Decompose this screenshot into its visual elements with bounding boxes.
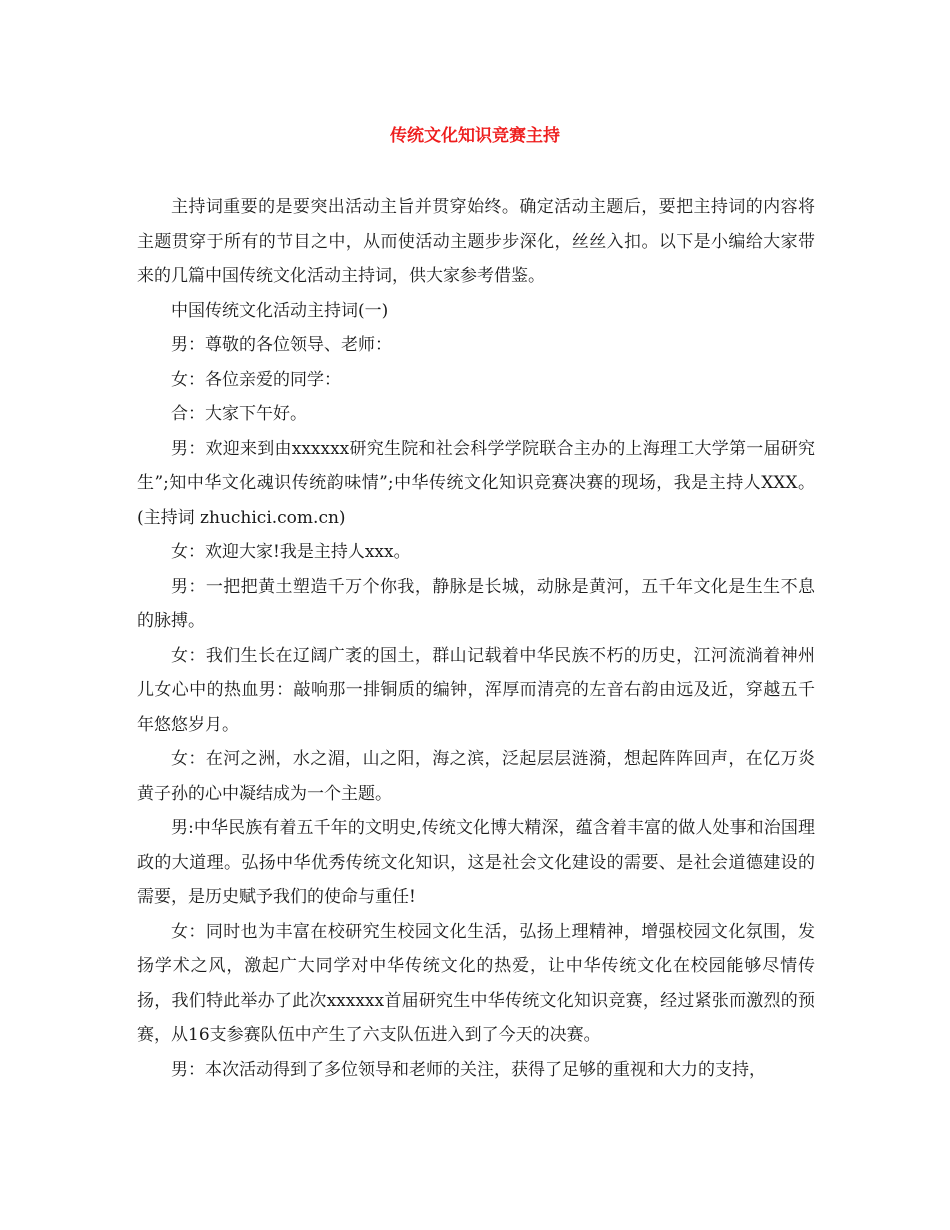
paragraph-dialogue: 女：各位亲爱的同学： [171,369,341,390]
paragraph-dialogue: 合：大家下午好。 [171,404,307,424]
paragraph-intro: 主持词重要的是要突出活动主旨并贯穿始终。确定活动主题后，要把主持词的内容将主题贯穿于所有的节目之中，从而使活动主题步步深化，丝丝入扣。以下是小编给大家带来的几篇中国传统文化活动主持词，供大家参考借鉴。 [137,197,815,286]
paragraph-dialogue: 女：同时也为丰富在校研究生校园文化生活，弘扬上理精神，增强校园文化氛围，发扬学术之风，激起广大同学对中华传统文化的热爱，让中华传统文化在校园能够尽情传扬，我们特此举办了此次xxxxxx首届研究生中华传统文化知识竞赛，经过紧张而激烈的预赛，从16支参赛队伍中产生了六支队伍进入到了今天的决赛。 [137,921,815,1045]
paragraph-section-heading: 中国传统文化活动主持词(一) [171,300,389,321]
paragraph-dialogue: 男：一把把黄土塑造千万个你我，静脉是长城，动脉是黄河，五千年文化是生生不息的脉搏。 [137,576,815,631]
document-title: 传统文化知识竞赛主持 [390,126,560,146]
paragraph-dialogue: 男:中华民族有着五千年的文明史,传统文化博大精深，蕴含着丰富的做人处事和治国理政的大道理。弘扬中华优秀传统文化知识，这是社会文化建设的需要、是社会道德建设的需要，是历史赋予我们的使命与重任! [137,818,815,907]
paragraph-dialogue: 男：尊敬的各位领导、老师： [171,335,392,355]
paragraph-dialogue: 女：在河之洲，水之湄，山之阳，海之滨，泛起层层涟漪，想起阵阵回声，在亿万炎黄子孙的心中凝结成为一个主题。 [137,749,815,804]
paragraph-dialogue: 女：欢迎大家!我是主持人xxx。 [171,542,411,562]
paragraph-dialogue: 男：本次活动得到了多位领导和老师的关注，获得了足够的重视和大力的支持， [171,1059,766,1080]
paragraph-dialogue: 女：我们生长在辽阔广袤的国土，群山记载着中华民族不朽的历史，江河流淌着神州儿女心中的热血男：敲响那一排铜质的编钟，浑厚而清亮的左音右韵由远及近，穿越五千年悠悠岁月。 [137,645,815,735]
document-body [137,190,815,1087]
paragraph-dialogue: 男：欢迎来到由xxxxxx研究生院和社会科学学院联合主办的上海理工大学第一届研究生”;知中华文化魂识传统韵味情”;中华传统文化知识竞赛决赛的现场，我是主持人XXX。 (主持词 zhuchici.com.cn) [137,438,815,528]
